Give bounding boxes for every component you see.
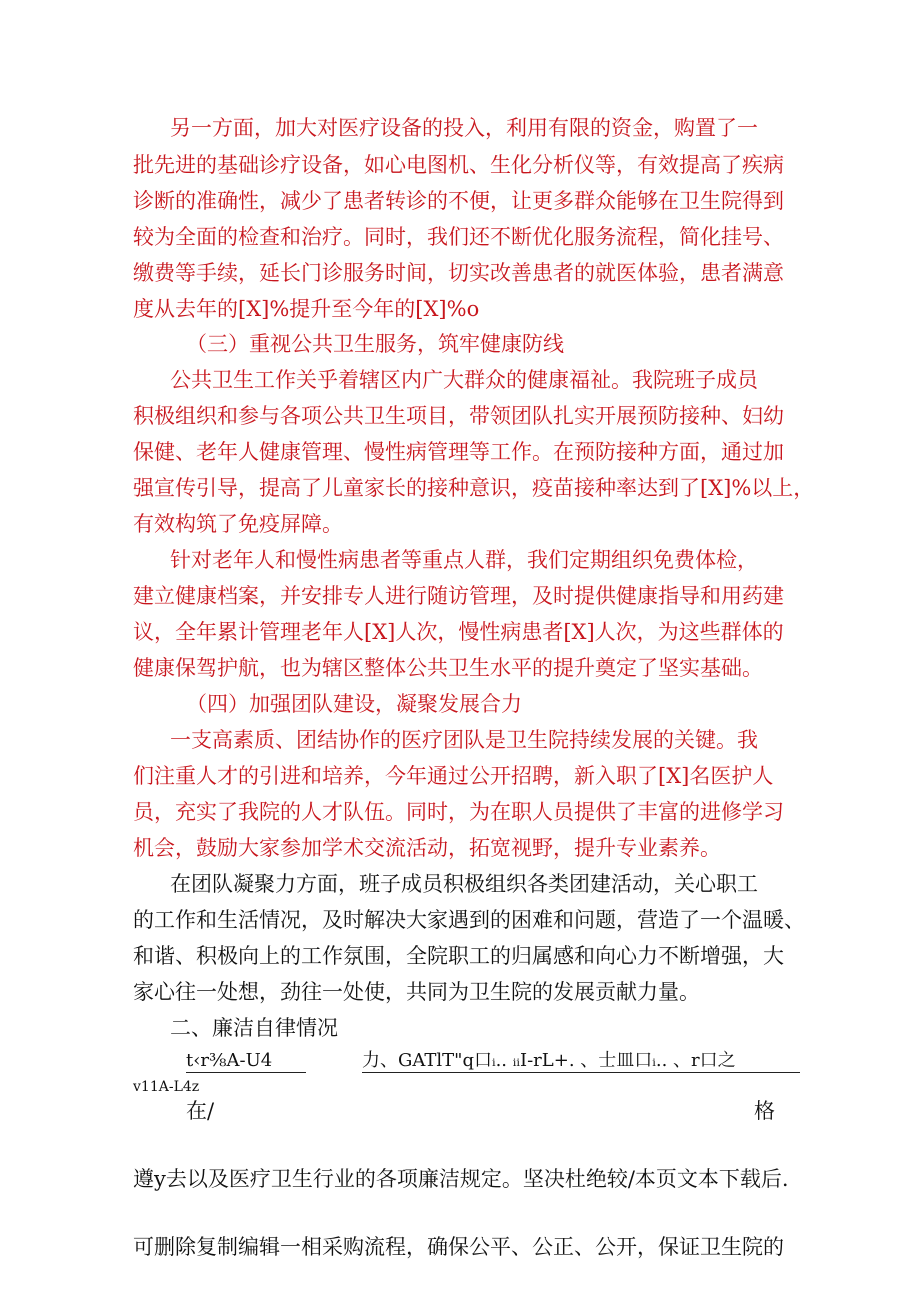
section-heading-4: （四）加强团队建设，凝聚发展合力 (186, 692, 522, 716)
p5-line-1: 在团队凝聚力方面，班子成员积极组织各类团建活动，关心职工 (170, 872, 758, 896)
p1-line-1: 另一方面，加大对医疗设备的投入，利用有限的资金，购置了一 (170, 116, 758, 140)
garbled-text-5: 可删除复制编辑一相采购流程，确保公平、公正、公开，保证卫生院的 (133, 1235, 784, 1259)
garbled-text-3b: 格 (754, 1099, 775, 1123)
section-heading-integrity: 二、廉洁自律情况 (170, 1016, 338, 1040)
p4-line-2: 们注重人才的引进和培养，今年通过公开招聘，新入职了[X]名医护人 (133, 764, 774, 788)
p4-line-3: 员，充实了我院的人才队伍。同时，为在职人员提供了丰富的进修学习 (133, 800, 784, 824)
p5-line-4: 家心往一处想，劲往一处使，共同为卫生院的发展贡献力量。 (133, 980, 700, 1004)
p2-line-2: 积极组织和参与各项公共卫生项目，带领团队扎实开展预防接种、妇幼 (133, 404, 784, 428)
p1-line-3: 诊断的准确性，减少了患者转诊的不便，让更多群众能够在卫生院得到 (133, 189, 784, 213)
garbled-text-3a: 在/ (186, 1099, 215, 1123)
underline-rule-2 (362, 1072, 800, 1073)
garbled-text-1a: t‹r⅜A-U4 (186, 1050, 273, 1071)
p2-line-4: 强宣传引导，提高了儿童家长的接种意识，疫苗接种率达到了[X]%以上， (133, 476, 815, 500)
p4-line-4: 机会，鼓励大家参加学术交流活动，拓宽视野，提升专业素养。 (133, 836, 721, 860)
p3-line-1: 针对老年人和慢性病患者等重点人群，我们定期组织免费体检， (170, 548, 758, 572)
p2-line-3: 保健、老年人健康管理、慢性病管理等工作。在预防接种方面，通过加 (133, 440, 784, 464)
p2-line-1: 公共卫生工作关乎着辖区内广大群众的健康福祉。我院班子成员 (170, 368, 758, 392)
underline-rule-1 (186, 1072, 306, 1073)
p5-line-2: 的工作和生活情况，及时解决大家遇到的困难和问题，营造了一个温暖、 (133, 908, 805, 932)
p3-line-3: 议，全年累计管理老年人[X]人次，慢性病患者[X]人次，为这些群体的 (133, 620, 784, 644)
p3-line-4: 健康保驾护航，也为辖区整体公共卫生水平的提升奠定了坚实基础。 (133, 656, 763, 680)
section-heading-3: （三）重视公共卫生服务，筑牢健康防线 (186, 332, 564, 356)
garbled-text-4: 遵y去以及医疗卫生行业的各项廉洁规定。坚决杜绝较/本页文本下载后. (133, 1167, 789, 1191)
p3-line-2: 建立健康档案，并安排专人进行随访管理，及时提供健康指导和用药建 (133, 584, 784, 608)
garbled-text-1b: 力、GATlT"q口ᵢ.. ᵢᵢI-rL+. 、士皿口ᵢ.. 、r口之 (362, 1050, 736, 1071)
p1-line-4: 较为全面的检查和治疗。同时，我们还不断优化服务流程，简化挂号、 (133, 225, 784, 249)
p5-line-3: 和谐、积极向上的工作氛围，全院职工的归属感和向心力不断增强，大 (133, 944, 784, 968)
p2-line-5: 有效构筑了免疫屏障。 (133, 512, 343, 536)
p4-line-1: 一支高素质、团结协作的医疗团队是卫生院持续发展的关键。我 (170, 728, 758, 752)
p1-line-2: 批先进的基础诊疗设备，如心电图机、生化分析仪等，有效提高了疾病 (133, 153, 784, 177)
p1-line-5: 缴费等手续，延长门诊服务时间，切实改善患者的就医体验，患者满意 (133, 261, 784, 285)
p1-line-6: 度从去年的[X]%提升至今年的[X]%o (133, 297, 480, 321)
garbled-text-2: v11A-L4z (133, 1079, 200, 1095)
